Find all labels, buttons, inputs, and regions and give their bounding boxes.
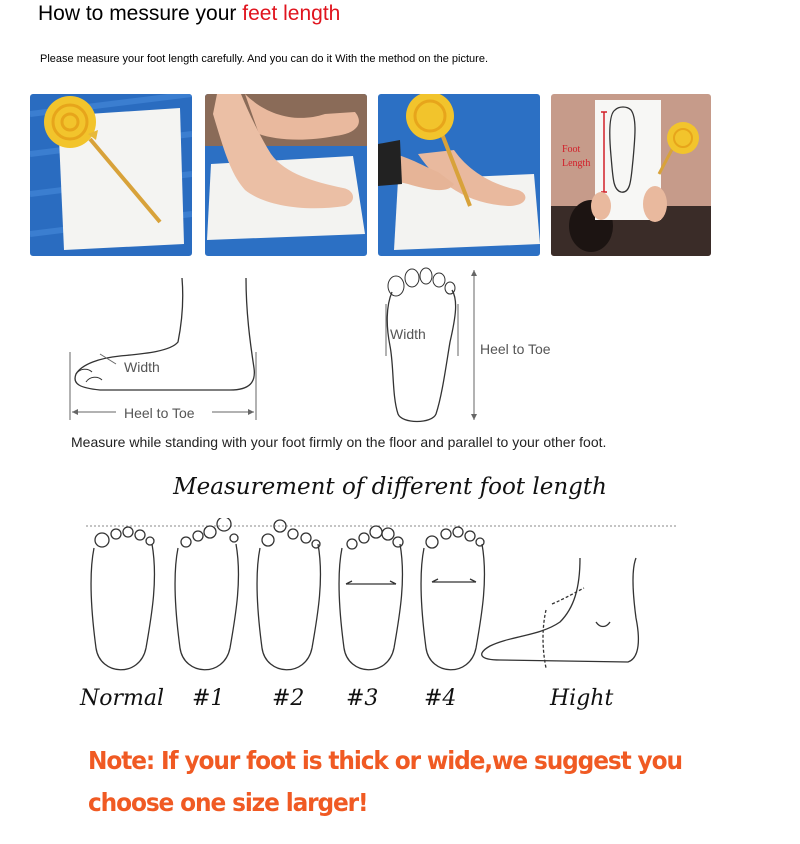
size-note-line2: choose one size larger! [88, 788, 368, 817]
photo4-foot-label: Foot [562, 144, 581, 155]
photo-marking-foot-graphic [378, 94, 540, 256]
side-heel-to-toe-label: Heel to Toe [124, 405, 195, 421]
foot-label-high: Hight [550, 686, 614, 711]
photo-holding-outline [551, 94, 711, 256]
foot-type-4-shape [421, 527, 485, 670]
foot-type-3-shape [339, 526, 403, 670]
foot-type-1-shape [175, 518, 239, 670]
foot-types-diagram [80, 518, 680, 688]
title-red-text: feet length [242, 2, 341, 25]
photo-foot-on-paper-graphic [205, 94, 367, 256]
top-view-foot-diagram [372, 266, 582, 426]
photo-lollipop-on-paper-graphic [30, 94, 192, 256]
size-note-line1: Note: If your foot is thick or wide,we suggest you [88, 746, 682, 775]
photo-holding-outline-graphic [551, 94, 711, 256]
photo-lollipop-on-paper [30, 94, 192, 256]
foot-label-normal: Normal [80, 686, 165, 711]
foot-label-4: #4 [424, 686, 457, 711]
foot-high-arch-shape [482, 558, 639, 668]
photo-marking-foot [378, 94, 540, 256]
measure-instruction: Measure while standing with your foot firmly on the floor and parallel to your other foot. [71, 434, 607, 450]
top-heel-to-toe-label: Heel to Toe [480, 341, 551, 357]
foot-label-3: #3 [346, 686, 379, 711]
side-width-label: Width [124, 359, 160, 375]
photo4-length-label: Length [562, 158, 591, 169]
foot-label-1: #1 [192, 686, 225, 711]
foot-normal-shape [91, 527, 155, 670]
page-title [38, 2, 340, 26]
foot-label-2: #2 [272, 686, 305, 711]
foot-types-heading: Measurement of different foot length [173, 474, 607, 500]
page-subtitle: Please measure your foot length carefully. And you can do it With the method on the picture. [40, 53, 488, 65]
foot-type-2-shape [257, 520, 321, 670]
size-note [88, 740, 682, 824]
side-view-foot-diagram [60, 272, 290, 430]
photo-foot-on-paper [205, 94, 367, 256]
top-width-label: Width [390, 326, 426, 342]
title-black-text: How to messure your [38, 2, 237, 25]
